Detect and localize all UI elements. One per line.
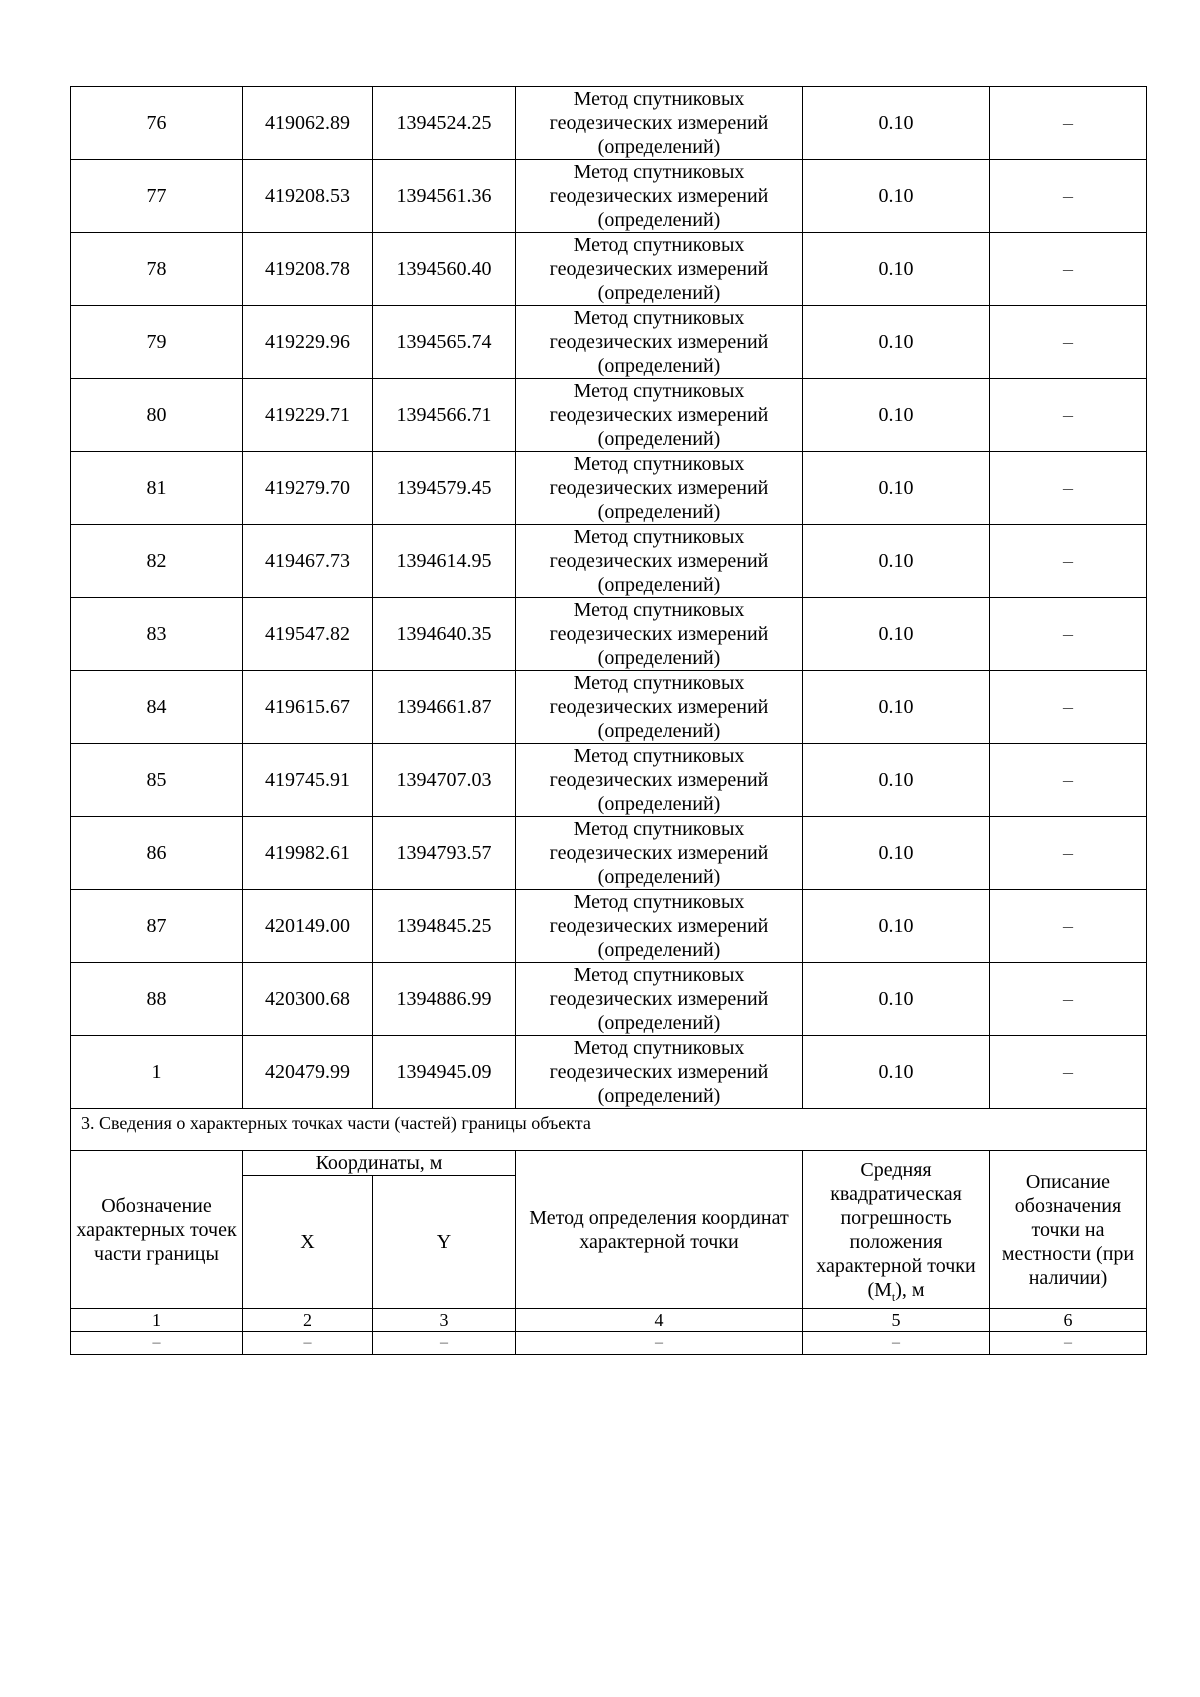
accuracy-cell: 0.10 — [803, 379, 990, 452]
description-cell: – — [990, 963, 1147, 1036]
header-method: Метод определения координат характерной точки — [516, 1151, 803, 1309]
column-number: 6 — [990, 1309, 1147, 1332]
accuracy-cell: 0.10 — [803, 817, 990, 890]
header-description: Описание обозначения точки на местности (при наличии) — [990, 1151, 1147, 1309]
point-id-cell: 81 — [71, 452, 243, 525]
header-row — [71, 1151, 1147, 1176]
y-coordinate-cell: 1394566.71 — [373, 379, 516, 452]
accuracy-cell: 0.10 — [803, 233, 990, 306]
description-cell: – — [990, 452, 1147, 525]
method-cell: Метод спутниковых геодезических измерений (определений) — [516, 160, 803, 233]
y-coordinate-cell: 1394524.25 — [373, 87, 516, 160]
accuracy-cell: 0.10 — [803, 598, 990, 671]
point-id-cell: 86 — [71, 817, 243, 890]
y-coordinate-cell: 1394614.95 — [373, 525, 516, 598]
accuracy-cell: 0.10 — [803, 306, 990, 379]
empty-cell: – — [803, 1332, 990, 1355]
point-id-cell: 76 — [71, 87, 243, 160]
header-accuracy-text: Средняя квадратическая погрешность положения характерной точки (M — [816, 1158, 976, 1301]
description-cell: – — [990, 525, 1147, 598]
coordinates-table — [70, 86, 1147, 1355]
column-number: 2 — [243, 1309, 373, 1332]
method-cell: Метод спутниковых геодезических измерений (определений) — [516, 452, 803, 525]
point-id-cell: 79 — [71, 306, 243, 379]
description-cell: – — [990, 1036, 1147, 1109]
method-cell: Метод спутниковых геодезических измерений (определений) — [516, 598, 803, 671]
point-id-cell: 82 — [71, 525, 243, 598]
column-number: 4 — [516, 1309, 803, 1332]
x-coordinate-cell: 419229.96 — [243, 306, 373, 379]
accuracy-cell: 0.10 — [803, 87, 990, 160]
empty-data-row — [71, 1332, 1147, 1355]
x-coordinate-cell: 419467.73 — [243, 525, 373, 598]
accuracy-cell: 0.10 — [803, 452, 990, 525]
table-row — [71, 452, 1147, 525]
x-coordinate-cell: 420149.00 — [243, 890, 373, 963]
point-id-cell: 88 — [71, 963, 243, 1036]
points-table-body — [71, 87, 1147, 1109]
empty-cell: – — [71, 1332, 243, 1355]
header-x: X — [243, 1176, 373, 1309]
point-id-cell: 78 — [71, 233, 243, 306]
y-coordinate-cell: 1394707.03 — [373, 744, 516, 817]
x-coordinate-cell: 419745.91 — [243, 744, 373, 817]
x-coordinate-cell: 419279.70 — [243, 452, 373, 525]
description-cell: – — [990, 306, 1147, 379]
point-id-cell: 1 — [71, 1036, 243, 1109]
header-accuracy — [803, 1151, 990, 1309]
column-number: 5 — [803, 1309, 990, 1332]
description-cell: – — [990, 233, 1147, 306]
point-id-cell: 83 — [71, 598, 243, 671]
method-cell: Метод спутниковых геодезических измерений (определений) — [516, 233, 803, 306]
x-coordinate-cell: 420479.99 — [243, 1036, 373, 1109]
point-id-cell: 85 — [71, 744, 243, 817]
description-cell: – — [990, 160, 1147, 233]
method-cell: Метод спутниковых геодезических измерений (определений) — [516, 744, 803, 817]
header-accuracy-unit: ), м — [895, 1278, 925, 1301]
table-row — [71, 817, 1147, 890]
empty-cell: – — [990, 1332, 1147, 1355]
method-cell: Метод спутниковых геодезических измерений (определений) — [516, 525, 803, 598]
accuracy-cell: 0.10 — [803, 160, 990, 233]
method-cell: Метод спутниковых геодезических измерений (определений) — [516, 817, 803, 890]
table-row — [71, 525, 1147, 598]
column-number: 1 — [71, 1309, 243, 1332]
method-cell: Метод спутниковых геодезических измерений (определений) — [516, 306, 803, 379]
description-cell: – — [990, 671, 1147, 744]
accuracy-cell: 0.10 — [803, 525, 990, 598]
description-cell: – — [990, 87, 1147, 160]
y-coordinate-cell: 1394886.99 — [373, 963, 516, 1036]
table-row — [71, 379, 1147, 452]
x-coordinate-cell: 419615.67 — [243, 671, 373, 744]
empty-cell: – — [373, 1332, 516, 1355]
y-coordinate-cell: 1394565.74 — [373, 306, 516, 379]
description-cell: – — [990, 817, 1147, 890]
header-point-designation: Обозначение характерных точек части границы — [71, 1151, 243, 1309]
point-id-cell: 84 — [71, 671, 243, 744]
table-row — [71, 744, 1147, 817]
x-coordinate-cell: 419062.89 — [243, 87, 373, 160]
table-row — [71, 160, 1147, 233]
y-coordinate-cell: 1394661.87 — [373, 671, 516, 744]
x-coordinate-cell: 419982.61 — [243, 817, 373, 890]
method-cell: Метод спутниковых геодезических измерений (определений) — [516, 890, 803, 963]
table-row — [71, 233, 1147, 306]
section-title-row — [71, 1109, 1147, 1151]
table-row — [71, 598, 1147, 671]
table-row — [71, 87, 1147, 160]
y-coordinate-cell: 1394793.57 — [373, 817, 516, 890]
y-coordinate-cell: 1394560.40 — [373, 233, 516, 306]
empty-cell: – — [243, 1332, 373, 1355]
table-row — [71, 671, 1147, 744]
method-cell: Метод спутниковых геодезических измерений (определений) — [516, 379, 803, 452]
y-coordinate-cell: 1394561.36 — [373, 160, 516, 233]
point-id-cell: 87 — [71, 890, 243, 963]
description-cell: – — [990, 598, 1147, 671]
method-cell: Метод спутниковых геодезических измерений (определений) — [516, 1036, 803, 1109]
description-cell: – — [990, 890, 1147, 963]
table-row — [71, 963, 1147, 1036]
table-row — [71, 1036, 1147, 1109]
point-id-cell: 80 — [71, 379, 243, 452]
accuracy-cell: 0.10 — [803, 890, 990, 963]
y-coordinate-cell: 1394845.25 — [373, 890, 516, 963]
section3-block — [71, 1109, 1147, 1355]
x-coordinate-cell: 419208.53 — [243, 160, 373, 233]
method-cell: Метод спутниковых геодезических измерений (определений) — [516, 87, 803, 160]
y-coordinate-cell: 1394640.35 — [373, 598, 516, 671]
table-row — [71, 306, 1147, 379]
table-row — [71, 890, 1147, 963]
x-coordinate-cell: 419208.78 — [243, 233, 373, 306]
header-y: Y — [373, 1176, 516, 1309]
empty-cell: – — [516, 1332, 803, 1355]
x-coordinate-cell: 419547.82 — [243, 598, 373, 671]
accuracy-cell: 0.10 — [803, 963, 990, 1036]
column-numbers-row — [71, 1309, 1147, 1332]
accuracy-cell: 0.10 — [803, 744, 990, 817]
x-coordinate-cell: 420300.68 — [243, 963, 373, 1036]
description-cell: – — [990, 744, 1147, 817]
header-coordinates: Координаты, м — [243, 1151, 516, 1176]
section-title: 3. Сведения о характерных точках части (частей) границы объекта — [71, 1109, 1147, 1151]
accuracy-cell: 0.10 — [803, 1036, 990, 1109]
description-cell: – — [990, 379, 1147, 452]
method-cell: Метод спутниковых геодезических измерений (определений) — [516, 671, 803, 744]
column-number: 3 — [373, 1309, 516, 1332]
y-coordinate-cell: 1394945.09 — [373, 1036, 516, 1109]
header-accuracy-subscript: t — [891, 1289, 896, 1304]
x-coordinate-cell: 419229.71 — [243, 379, 373, 452]
point-id-cell: 77 — [71, 160, 243, 233]
method-cell: Метод спутниковых геодезических измерений (определений) — [516, 963, 803, 1036]
y-coordinate-cell: 1394579.45 — [373, 452, 516, 525]
accuracy-cell: 0.10 — [803, 671, 990, 744]
